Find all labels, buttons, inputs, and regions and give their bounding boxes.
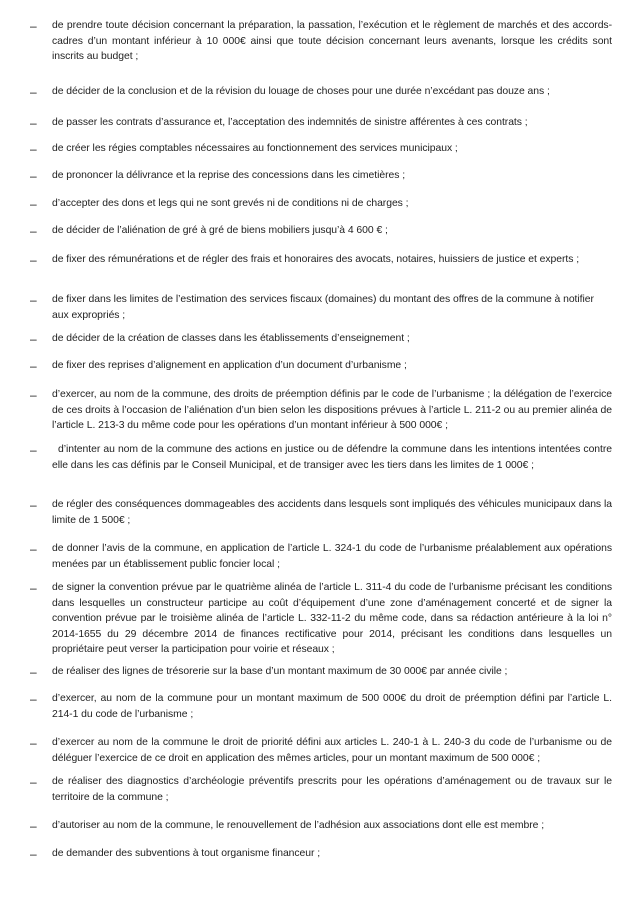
bullet-dash: – [30, 542, 37, 556]
list-item-text: de créer les régies comptables nécessaires au fonctionnement des services municipaux ; [52, 143, 458, 154]
bullet-dash: – [30, 819, 37, 833]
list-item-text: de fixer des reprises d’alignement en application d’un document d’urbanisme ; [52, 360, 407, 371]
bullet-dash: – [30, 293, 37, 307]
list-item-text: de fixer dans les limites de l’estimation des services fiscaux (domaines) du montant des offres de la commune à notifier aux expropriés ; [52, 294, 594, 321]
bullet-dash: – [30, 847, 37, 861]
bullet-dash: – [30, 775, 37, 789]
bullet-dash: – [30, 665, 37, 679]
bullet-dash: – [30, 388, 37, 402]
bullet-dash: – [30, 736, 37, 750]
bullet-dash: – [30, 85, 37, 99]
bullet-dash: – [30, 692, 37, 706]
bullet-dash: – [30, 498, 37, 512]
bullet-dash: – [30, 169, 37, 183]
list-item-text: de demander des subventions à tout organisme financeur ; [52, 848, 321, 859]
list-item-text: de prononcer la délivrance et la reprise des concessions dans les cimetières ; [52, 170, 406, 181]
list-item-text: d’accepter des dons et legs qui ne sont grevés ni de conditions ni de charges ; [52, 198, 409, 209]
list-item-text: de prendre toute décision concernant la préparation, la passation, l’exécution et le règlement de marchés et des accords-cadres d’un montant inférieur à 10 000€ ainsi que toute décision concernant leurs avenants, lorsque les crédits sont inscrits au budget ; [52, 20, 612, 63]
list-item-text: de passer les contrats d’assurance et, l’acceptation des indemnités de sinistre afférentes à ces contrats ; [52, 117, 528, 128]
list-item-text: d’exercer, au nom de la commune pour un montant maximum de 500 000€ du droit de préemption défini par l’article L. 214-1 du code de l’urbanisme ; [52, 693, 612, 720]
bullet-dash: – [30, 197, 37, 211]
list-item-text: d’autoriser au nom de la commune, le renouvellement de l’adhésion aux associations dont elle est membre ; [52, 820, 545, 831]
list-item-text: d’intenter au nom de la commune des actions en justice ou de défendre la commune dans les intentions intentées contre elle dans les cas définis par le Conseil Municipal, et de transiger avec les tiers dans les limites de 1 000€ ; [52, 444, 612, 471]
list-item-text: de décider de la création de classes dans les établissements d’enseignement ; [52, 333, 410, 344]
list-item-text: de réaliser des diagnostics d’archéologie préventifs prescrits pour les opérations d’aménagement ou de travaux sur le territoire de la commune ; [52, 776, 612, 803]
bullet-dash: – [30, 443, 37, 457]
bullet-dash: – [30, 142, 37, 156]
bullet-dash: – [30, 116, 37, 130]
bullet-dash: – [30, 19, 37, 33]
list-item-text: d’exercer au nom de la commune le droit de priorité défini aux articles L. 240-1 à L. 240-3 du code de l’urbanisme ou de déléguer l’exercice de ce droit en application des mêmes articles, pour un montant maximum de 500 000€ ; [52, 737, 612, 764]
bullet-dash: – [30, 224, 37, 238]
list-item-text: de donner l’avis de la commune, en application de l’article L. 324-1 du code de l’urbanisme préalablement aux opérations menées par un établissement public foncier local ; [52, 543, 612, 570]
list-item-text: de décider de l’aliénation de gré à gré de biens mobiliers jusqu’à 4 600 € ; [52, 225, 388, 236]
list-item-text: de décider de la conclusion et de la révision du louage de choses pour une durée n’excédant pas douze ans ; [52, 86, 550, 97]
bullet-dash: – [30, 581, 37, 595]
list-item-text: d’exercer, au nom de la commune, des droits de préemption définis par le code de l’urbanisme ; la délégation de l’exercice de ces droits à l’occasion de l’aliénation d’un bien selon les dispositions prévues à l’article L. 211-2 ou au premier alinéa de l’article L. 213-3 du même code pour les opérations d’un montant inférieur à 500 000€ ; [52, 389, 612, 432]
list-item-text: de réaliser des lignes de trésorerie sur la base d’un montant maximum de 30 000€ par année civile ; [52, 666, 508, 677]
bullet-dash: – [30, 359, 37, 373]
bullet-dash: – [30, 253, 37, 267]
bullet-dash: – [30, 332, 37, 346]
list-item-text: de fixer des rémunérations et de régler des frais et honoraires des avocats, notaires, huissiers de justice et experts ; [52, 254, 580, 265]
list-item-text: de régler des conséquences dommageables des accidents dans lesquels sont impliqués des véhicules municipaux dans la limite de 1 500€ ; [52, 499, 612, 526]
list-item-text: de signer la convention prévue par le quatrième alinéa de l’article L. 311-4 du code de l’urbanisme précisant les conditions dans lesquelles un constructeur participe au coût d’équipement d’une zone d’aménagement concerté et de signer la convention prévue par le troisième alinéa de l’article L. 332-11-2 du même code, dans sa rédaction antérieure à la loi n° 2014-1655 du 29 décembre 2014 de finances rectificative pour 2014, précisant les conditions dans lesquelles un propriétaire peut verser la participation pour voirie et réseaux ; [52, 582, 612, 656]
